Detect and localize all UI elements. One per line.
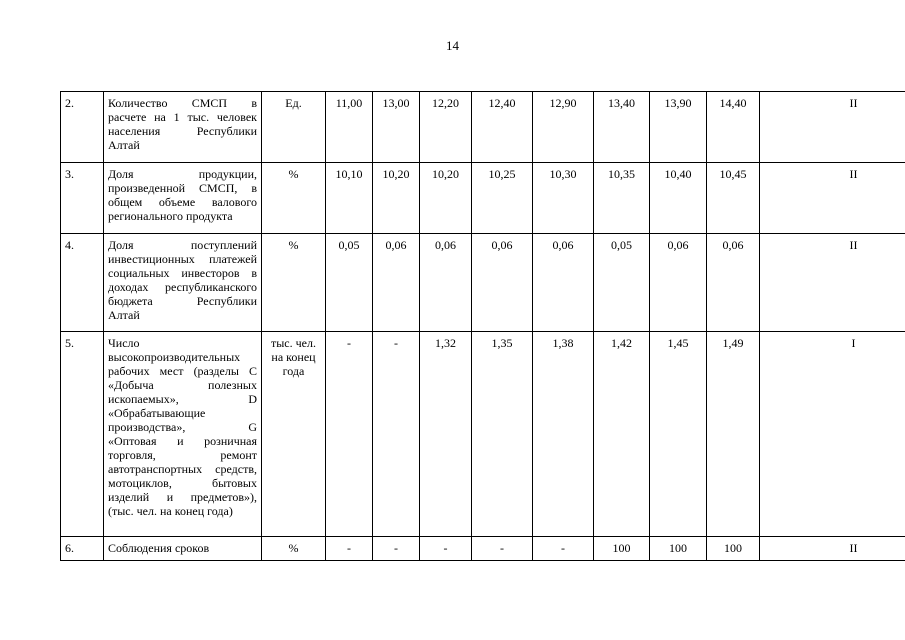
indicator-name-line: инвестиционных платежей [108,252,257,266]
indicator-name-line: Число [108,336,140,350]
value-cell: 1,32 [420,332,472,537]
indicator-name-line: «Добыча полезных [108,378,257,392]
category-cell: II [760,163,905,234]
indicator-name [104,537,262,561]
indicator-name-line: ископаемых», D [108,392,257,406]
indicator-name-line: высокопроизводительных [108,350,241,364]
value-cell: 100 [707,537,760,561]
value-cell: 0,06 [472,234,533,332]
value-cell: - [472,537,533,561]
value-cell: 14,40 [707,92,760,163]
value-cell: 1,35 [472,332,533,537]
category-cell: II [760,537,905,561]
indicator-name-line: «Оптовая и розничная [108,434,257,448]
indicator-name-line: социальных инвесторов в [108,266,257,280]
indicator-name [104,92,262,163]
value-cell: 0,06 [707,234,760,332]
value-cell: 10,35 [594,163,650,234]
value-cell: 0,05 [594,234,650,332]
unit-cell [262,163,326,234]
indicator-name-line: Количество СМСП в [108,96,257,110]
row-number: 4. [61,234,104,332]
value-cell: 1,49 [707,332,760,537]
indicator-name-line: регионального продукта [108,209,233,223]
indicator-name-line: Алтай [108,138,140,152]
value-cell: 13,00 [373,92,420,163]
value-cell: 11,00 [326,92,373,163]
indicator-name-line: доходах республиканского [108,280,257,294]
table-row [61,234,905,332]
category-cell: II [760,234,905,332]
indicator-name-line: Соблюдения сроков [108,541,210,555]
indicator-name-line: изделий и предметов»), [108,490,257,504]
indicator-name-line: мотоциклов, бытовых [108,476,257,490]
value-cell: 100 [594,537,650,561]
indicator-name-line: населения Республики [108,124,257,138]
indicator-name-line: Доля поступлений [108,238,257,252]
unit-cell [262,332,326,537]
value-cell: 0,06 [650,234,707,332]
value-cell: 12,90 [533,92,594,163]
indicator-name [104,332,262,537]
value-cell: 12,40 [472,92,533,163]
indicator-name-line: расчете на 1 тыс. человек [108,110,257,124]
indicator-name-line: автотранспортных средств, [108,462,257,476]
value-cell: - [373,537,420,561]
value-cell: 1,38 [533,332,594,537]
value-cell: - [326,332,373,537]
value-cell: 1,45 [650,332,707,537]
indicator-name-line: «Обрабатывающие [108,406,206,420]
table-row [61,92,905,163]
indicator-name-line: (тыс. чел. на конец года) [108,504,233,518]
indicator-name-line: производства», G [108,420,257,434]
value-cell: 13,90 [650,92,707,163]
table-row [61,163,905,234]
value-cell: - [533,537,594,561]
indicator-name-line: торговля, ремонт [108,448,257,462]
unit-cell [262,92,326,163]
value-cell: - [420,537,472,561]
value-cell: 10,45 [707,163,760,234]
indicator-name-line: произведенной СМСП, в [108,181,257,195]
indicator-name [104,163,262,234]
unit-line: % [288,238,299,252]
category-cell: I [760,332,905,537]
value-cell: 10,20 [420,163,472,234]
unit-cell [262,537,326,561]
unit-line: % [288,541,299,555]
value-cell: 10,10 [326,163,373,234]
row-number: 2. [61,92,104,163]
value-cell: - [373,332,420,537]
value-cell: - [326,537,373,561]
page-number: 14 [446,38,459,53]
indicator-name-line: бюджета Республики [108,294,257,308]
unit-line: тыс. чел. [271,336,316,350]
unit-cell [262,234,326,332]
table-row [61,332,905,537]
indicator-name-line: рабочих мест (разделы С [108,364,257,378]
row-number: 3. [61,163,104,234]
value-cell: 0,06 [420,234,472,332]
value-cell: 10,25 [472,163,533,234]
category-cell: II [760,92,905,163]
unit-line: % [288,167,299,181]
value-cell: 0,05 [326,234,373,332]
indicator-name-line: Доля продукции, [108,167,257,181]
value-cell: 1,42 [594,332,650,537]
unit-line: года [282,364,305,378]
row-number: 6. [61,537,104,561]
unit-line: Ед. [285,96,302,110]
value-cell: 12,20 [420,92,472,163]
value-cell: 0,06 [373,234,420,332]
value-cell: 10,40 [650,163,707,234]
indicators-table [60,91,905,561]
indicator-name-line: общем объеме валового [108,195,257,209]
value-cell: 10,20 [373,163,420,234]
value-cell: 10,30 [533,163,594,234]
row-number: 5. [61,332,104,537]
table-body [61,92,905,561]
value-cell: 0,06 [533,234,594,332]
value-cell: 13,40 [594,92,650,163]
value-cell: 100 [650,537,707,561]
unit-line: на конец [271,350,316,364]
indicator-name-line: Алтай [108,308,140,322]
table-row [61,537,905,561]
indicator-name [104,234,262,332]
